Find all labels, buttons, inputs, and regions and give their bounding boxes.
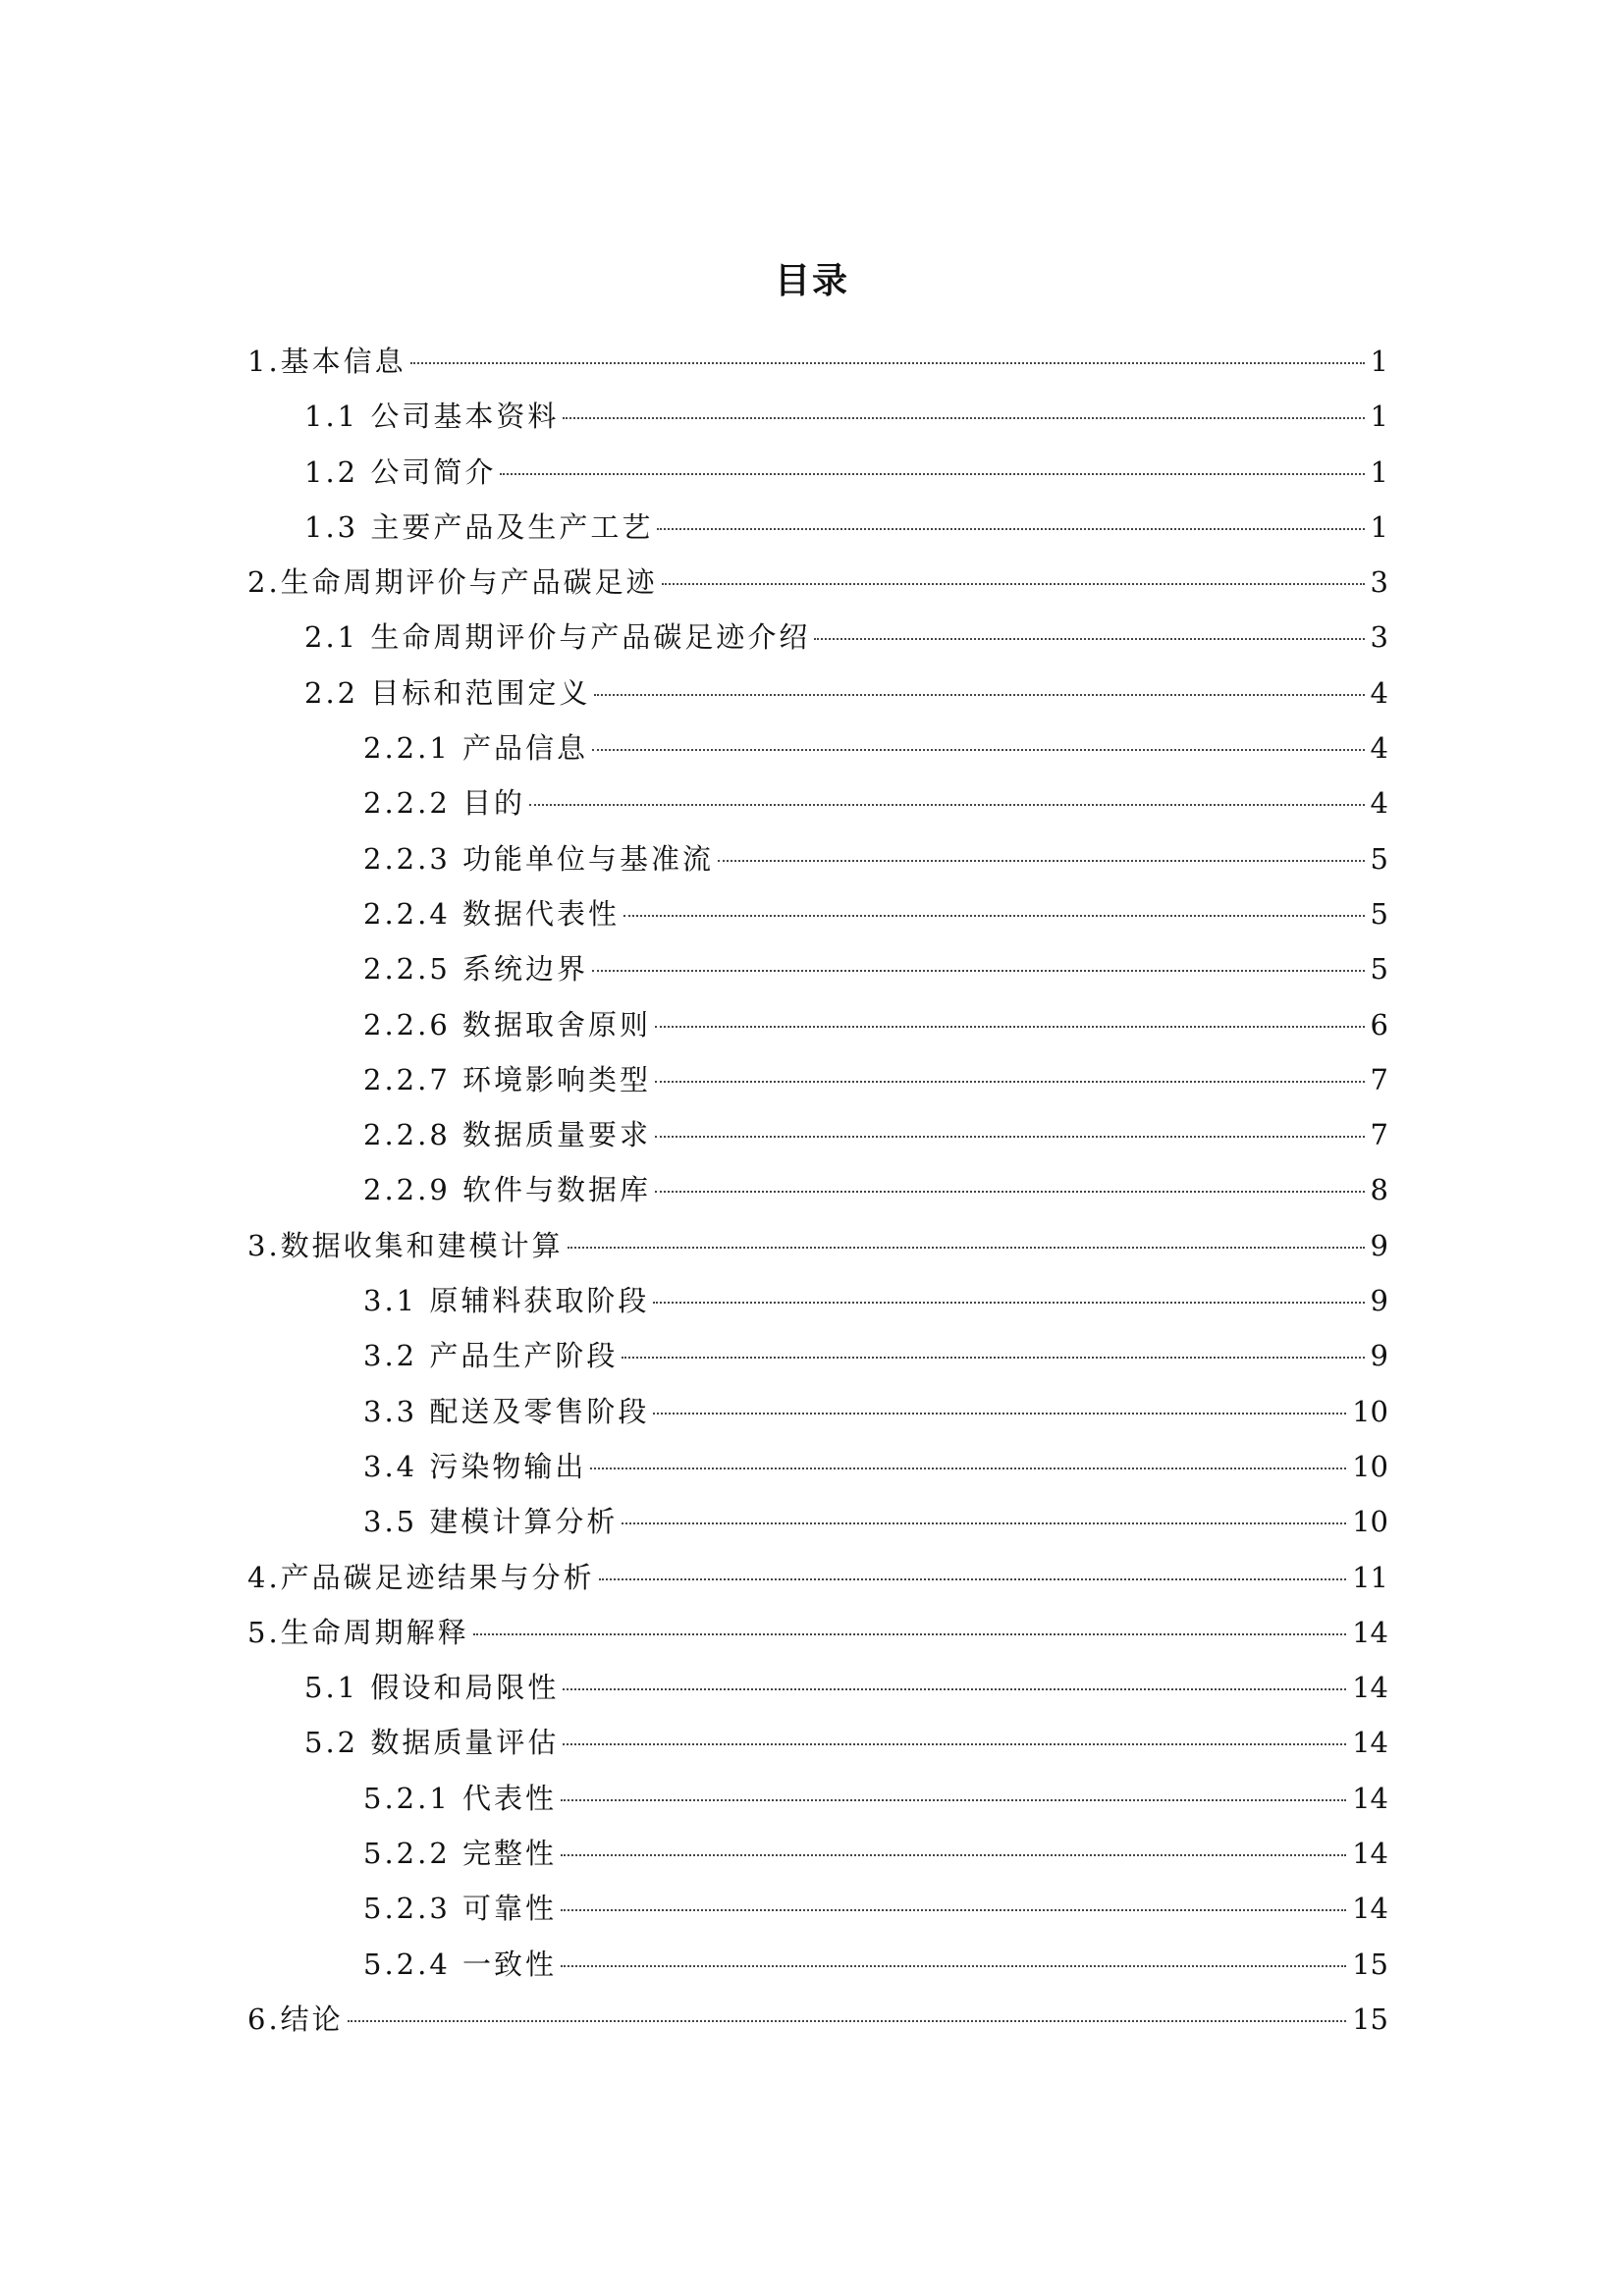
toc-entry-label: 5.1 假设和局限性 (304, 1671, 560, 1705)
toc-entry-page-number: 10 (1352, 1394, 1388, 1428)
toc-dot-leader (568, 1247, 1365, 1249)
toc-dot-leader (529, 804, 1365, 806)
toc-dot-leader (590, 1468, 1346, 1469)
toc-dot-leader (561, 1965, 1346, 1967)
toc-dot-leader (655, 1136, 1365, 1138)
toc-entry[interactable] (247, 721, 1388, 775)
toc-entry[interactable] (247, 610, 1388, 665)
toc-dot-leader (653, 1413, 1346, 1415)
toc-entry[interactable] (247, 1494, 1388, 1549)
toc-entry[interactable] (247, 1715, 1388, 1770)
toc-entry-label: 1.1 公司基本资料 (304, 400, 560, 434)
toc-dot-leader (622, 1522, 1346, 1524)
toc-entry-page-number: 15 (1352, 1947, 1388, 1981)
toc-entry-label: 2.2.5 系统边界 (363, 952, 589, 987)
toc-entry-label: 3.3 配送及零售阶段 (363, 1394, 650, 1428)
toc-entry-page-number: 11 (1352, 1560, 1388, 1594)
toc-entry-label: 2.生命周期评价与产品碳足迹 (247, 565, 658, 600)
toc-entry[interactable] (247, 1937, 1388, 1992)
toc-entry-page-number: 14 (1352, 1726, 1388, 1760)
toc-entry-page-number: 4 (1370, 786, 1388, 821)
toc-entry-page-number: 10 (1352, 1505, 1388, 1539)
toc-entry-label: 2.1 生命周期评价与产品碳足迹介绍 (304, 620, 811, 655)
toc-dot-leader (657, 528, 1364, 530)
toc-entry-page-number: 14 (1352, 1837, 1388, 1871)
toc-entry-label: 1.基本信息 (247, 345, 406, 378)
toc-entry[interactable] (247, 1384, 1388, 1439)
toc-entry-page-number: 1 (1370, 345, 1388, 378)
toc-entry-label: 3.1 原辅料获取阶段 (363, 1284, 650, 1318)
toc-entry-page-number: 5 (1370, 896, 1388, 931)
toc-dot-leader (348, 2020, 1346, 2022)
toc-dot-leader (563, 417, 1364, 419)
toc-entry-page-number: 9 (1370, 1339, 1388, 1373)
toc-list (247, 334, 1388, 2047)
toc-entry-label: 2.2.1 产品信息 (363, 731, 589, 766)
toc-entry[interactable] (247, 1771, 1388, 1826)
toc-entry-label: 5.2.3 可靠性 (363, 1892, 558, 1926)
toc-entry[interactable] (247, 500, 1388, 555)
toc-entry-label: 3.4 污染物输出 (363, 1449, 587, 1483)
toc-entry-page-number: 1 (1370, 454, 1388, 489)
toc-entry-label: 6.结论 (247, 2002, 344, 2036)
toc-entry[interactable] (247, 1162, 1388, 1217)
toc-entry[interactable] (247, 1273, 1388, 1328)
toc-entry[interactable] (247, 1992, 1388, 2047)
toc-entry-page-number: 14 (1352, 1781, 1388, 1815)
toc-entry[interactable] (247, 555, 1388, 610)
toc-dot-leader (561, 1909, 1346, 1911)
toc-entry[interactable] (247, 389, 1388, 444)
toc-dot-leader (622, 1357, 1364, 1359)
toc-dot-leader (473, 1633, 1346, 1635)
toc-entry-page-number: 9 (1370, 1284, 1388, 1318)
toc-dot-leader (592, 749, 1365, 751)
toc-entry-label: 1.2 公司简介 (304, 454, 497, 489)
toc-entry-page-number: 3 (1370, 565, 1388, 600)
toc-entry-page-number: 7 (1370, 1118, 1388, 1152)
toc-entry[interactable] (247, 445, 1388, 500)
toc-entry[interactable] (247, 1550, 1388, 1605)
toc-entry[interactable] (247, 334, 1388, 389)
toc-entry-page-number: 8 (1370, 1173, 1388, 1207)
toc-entry-label: 2.2.2 目的 (363, 786, 526, 821)
toc-entry-page-number: 4 (1370, 731, 1388, 766)
toc-entry[interactable] (247, 1439, 1388, 1494)
toc-dot-leader (814, 638, 1364, 640)
toc-entry-label: 3.2 产品生产阶段 (363, 1339, 619, 1373)
toc-entry-page-number: 14 (1352, 1671, 1388, 1705)
toc-entry[interactable] (247, 831, 1388, 886)
toc-entry-label: 5.2.1 代表性 (363, 1781, 558, 1815)
toc-entry-label: 5.2 数据质量评估 (304, 1726, 560, 1760)
toc-entry[interactable] (247, 997, 1388, 1052)
toc-dot-leader (592, 970, 1365, 972)
toc-entry-page-number: 5 (1370, 952, 1388, 987)
toc-dot-leader (655, 1081, 1365, 1083)
toc-entry-page-number: 14 (1352, 1892, 1388, 1926)
toc-entry-page-number: 1 (1370, 509, 1388, 544)
toc-dot-leader (594, 694, 1364, 696)
toc-entry[interactable] (247, 1218, 1388, 1273)
toc-entry[interactable] (247, 1826, 1388, 1881)
toc-entry-label: 2.2 目标和范围定义 (304, 675, 591, 710)
toc-entry-page-number: 10 (1352, 1449, 1388, 1483)
toc-entry-page-number: 7 (1370, 1062, 1388, 1096)
toc-dot-leader (655, 1026, 1365, 1028)
toc-entry-label: 4.产品碳足迹结果与分析 (247, 1560, 595, 1594)
toc-dot-leader (599, 1578, 1346, 1580)
toc-dot-leader (410, 362, 1365, 364)
toc-entry-label: 3.数据收集和建模计算 (247, 1228, 564, 1262)
toc-dot-leader (563, 1743, 1346, 1745)
toc-entry[interactable] (247, 775, 1388, 830)
toc-entry-page-number: 1 (1370, 400, 1388, 434)
toc-title: 目录 (774, 261, 849, 301)
toc-dot-leader (653, 1302, 1364, 1304)
toc-dot-leader (662, 583, 1365, 585)
toc-entry-label: 1.3 主要产品及生产工艺 (304, 509, 654, 544)
toc-entry-page-number: 14 (1352, 1615, 1388, 1649)
toc-entry-label: 2.2.8 数据质量要求 (363, 1118, 652, 1152)
toc-entry[interactable] (247, 1328, 1388, 1383)
toc-entry-label: 2.2.7 环境影响类型 (363, 1062, 652, 1096)
toc-entry-label: 5.2.4 一致性 (363, 1947, 558, 1981)
toc-entry-label: 5.2.2 完整性 (363, 1837, 558, 1871)
toc-entry-page-number: 9 (1370, 1228, 1388, 1262)
toc-dot-leader (655, 1191, 1365, 1193)
toc-entry-label: 3.5 建模计算分析 (363, 1505, 619, 1539)
toc-entry-label: 2.2.6 数据取舍原则 (363, 1007, 652, 1041)
toc-dot-leader (561, 1799, 1346, 1801)
toc-entry[interactable] (247, 666, 1388, 721)
toc-entry-page-number: 5 (1370, 841, 1388, 876)
toc-entry-label: 2.2.9 软件与数据库 (363, 1173, 652, 1207)
toc-entry[interactable] (247, 1660, 1388, 1715)
toc-entry[interactable] (247, 941, 1388, 996)
toc-entry-page-number: 4 (1370, 675, 1388, 710)
toc-entry[interactable] (247, 1107, 1388, 1162)
toc-entry[interactable] (247, 1052, 1388, 1107)
toc-dot-leader (561, 1854, 1346, 1856)
toc-entry-page-number: 6 (1370, 1007, 1388, 1041)
toc-entry-page-number: 3 (1370, 620, 1388, 655)
toc-entry-label: 5.生命周期解释 (247, 1615, 469, 1649)
toc-entry-page-number: 15 (1352, 2002, 1388, 2036)
toc-dot-leader (718, 860, 1365, 862)
toc-entry-label: 2.2.4 数据代表性 (363, 896, 621, 931)
toc-entry[interactable] (247, 1605, 1388, 1660)
toc-dot-leader (500, 473, 1364, 475)
toc-dot-leader (563, 1688, 1346, 1690)
toc-entry[interactable] (247, 1881, 1388, 1936)
toc-dot-leader (623, 915, 1365, 917)
toc-entry-label: 2.2.3 功能单位与基准流 (363, 841, 715, 876)
toc-entry[interactable] (247, 886, 1388, 941)
